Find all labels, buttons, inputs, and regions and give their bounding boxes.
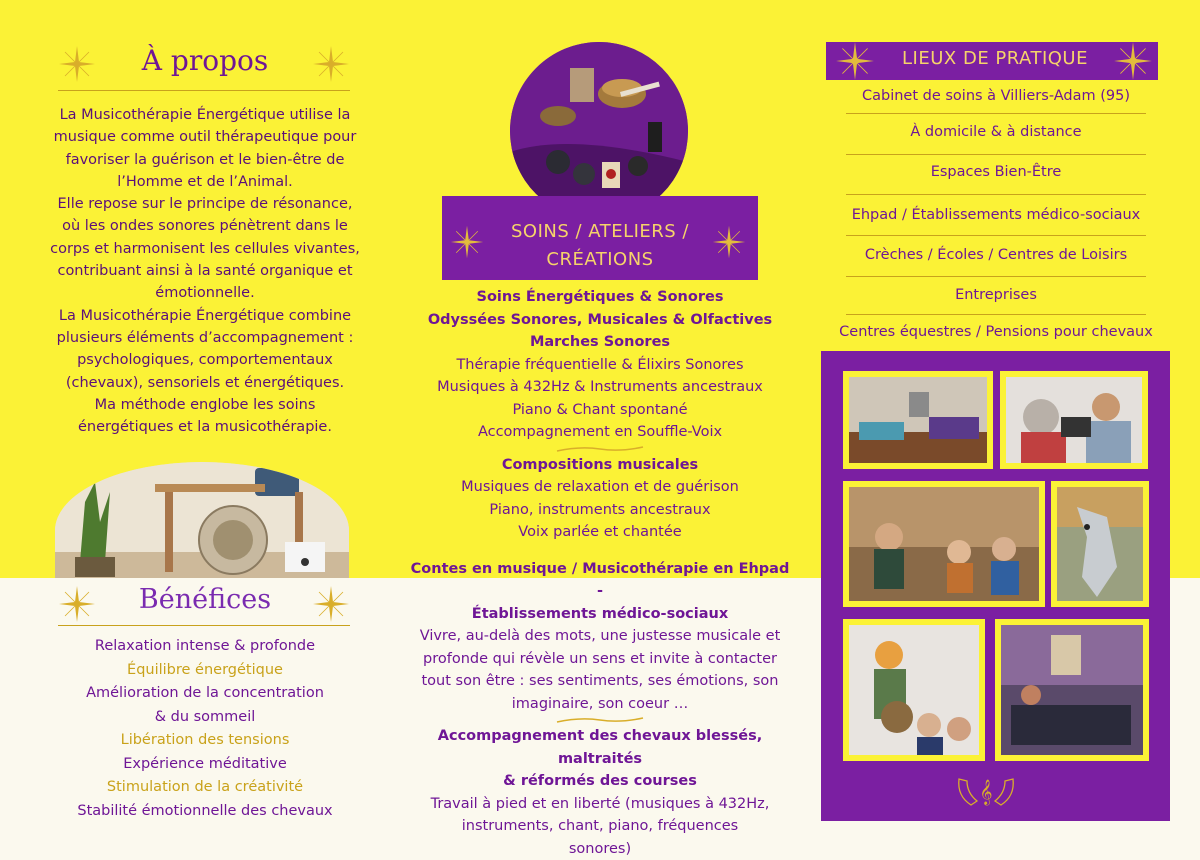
benefit-item: Libération des tensions [60,729,350,753]
divider [846,154,1146,155]
services-content [410,286,790,860]
place-item: Centres équestres / Pensions pour chevaux [826,324,1166,340]
instruments-photo [510,42,688,220]
composition-line: Voix parlée et chantée [410,521,790,544]
services-title-line: SOINS / ATELIERS / [490,218,710,246]
gallery-photo-ehpad [1000,371,1148,469]
composition-line: Piano, instruments ancestraux [410,499,790,522]
sparkle-icon [1112,40,1154,82]
place-item: Entreprises [826,287,1166,303]
service-line: Piano & Chant spontané [410,399,790,422]
sparkle-icon [57,44,97,84]
sparkle-icon [711,224,747,260]
place-item: Espaces Bien-Être [826,164,1166,180]
gallery-photo-cabinet [843,371,993,469]
about-paragraph: Elle repose sur le principe de résonance, où les ondes sonores pénètrent dans le corps et harmonisent les cellules vivantes, contribuant ainsi à la santé organique et émotionnelle. [50,193,360,304]
service-heading: Marches Sonores [410,331,790,354]
music-hands-icon [953,771,1019,811]
divider [58,625,350,626]
composition-line: Musiques de relaxation et de guérison [410,476,790,499]
gallery-photo-children [843,481,1045,607]
place-item: Crèches / Écoles / Centres de Loisirs [826,247,1166,263]
contes-text: Vivre, au-delà des mots, une justesse musicale et profonde qui révèle un sens et invite à contacter tout son être : ses sentiments, ses émotions, son imaginaire, son coeur … [410,625,790,715]
divider [846,194,1146,195]
service-heading: Soins Énergétiques & Sonores [410,286,790,309]
place-item: Ehpad / Établissements médico-sociaux [826,207,1166,223]
place-item: À domicile & à distance [826,124,1166,140]
benefits-list [60,635,350,823]
sparkle-icon [57,584,97,624]
services-title-line: CRÉATIONS [490,246,710,274]
benefit-item: Amélioration de la concentration [60,682,350,706]
benefit-item: Stabilité émotionnelle des chevaux [60,800,350,824]
places-title: LIEUX DE PRATIQUE [870,48,1120,69]
service-line: Accompagnement en Souffle-Voix [410,421,790,444]
swirl-divider [555,715,645,725]
horses-title: & réformés des courses [410,770,790,793]
gallery-photo-horse [1051,481,1149,607]
contes-title: Établissements médico-sociaux [410,603,790,626]
about-text [50,104,360,438]
compositions-title: Compositions musicales [410,454,790,477]
benefits-title: Bénéfices [110,584,300,615]
service-line: Thérapie fréquentielle & Élixirs Sonores [410,354,790,377]
benefit-item: Relaxation intense & profonde [60,635,350,659]
horses-title: Accompagnement des chevaux blessés, maltraités [410,725,790,770]
svg-text:𝄞: 𝄞 [979,779,992,805]
divider [846,113,1146,114]
horses-text: Travail à pied et en liberté (musiques à 432Hz, instruments, chant, piano, fréquences sonores) [410,793,790,860]
sparkle-icon [311,584,351,624]
divider [846,314,1146,315]
services-title [490,218,710,274]
divider [58,90,350,91]
divider [846,276,1146,277]
about-paragraph: Ma méthode englobe les soins énergétiques et la musicothérapie. [50,394,360,439]
place-item: Cabinet de soins à Villiers-Adam (95) [826,88,1166,104]
sparkle-icon [449,224,485,260]
about-paragraph: La Musicothérapie Énergétique combine plusieurs éléments d’accompagnement : psychologiques, comportementaux (chevaux), sensoriels et énergétiques. [50,305,360,394]
photo-gallery [821,351,1170,821]
benefit-item: Expérience méditative [60,753,350,777]
gallery-photo-relaxation [995,619,1149,761]
about-title: À propos [110,44,300,77]
contes-title: Contes en musique / Musicothérapie en Ehpad - [410,558,790,603]
service-heading: Odyssées Sonores, Musicales & Olfactives [410,309,790,332]
about-paragraph: La Musicothérapie Énergétique utilise la musique comme outil thérapeutique pour favoriser la guérison et le bien-être de l’Homme et de l’Animal. [50,104,360,193]
divider [846,235,1146,236]
benefit-item: Stimulation de la créativité [60,776,350,800]
gallery-photo-storytelling [843,619,985,761]
benefit-item: & du sommeil [60,706,350,730]
sparkle-icon [311,44,351,84]
service-line: Musiques à 432Hz & Instruments ancestraux [410,376,790,399]
benefit-item: Équilibre énergétique [60,659,350,683]
swirl-divider [555,444,645,454]
